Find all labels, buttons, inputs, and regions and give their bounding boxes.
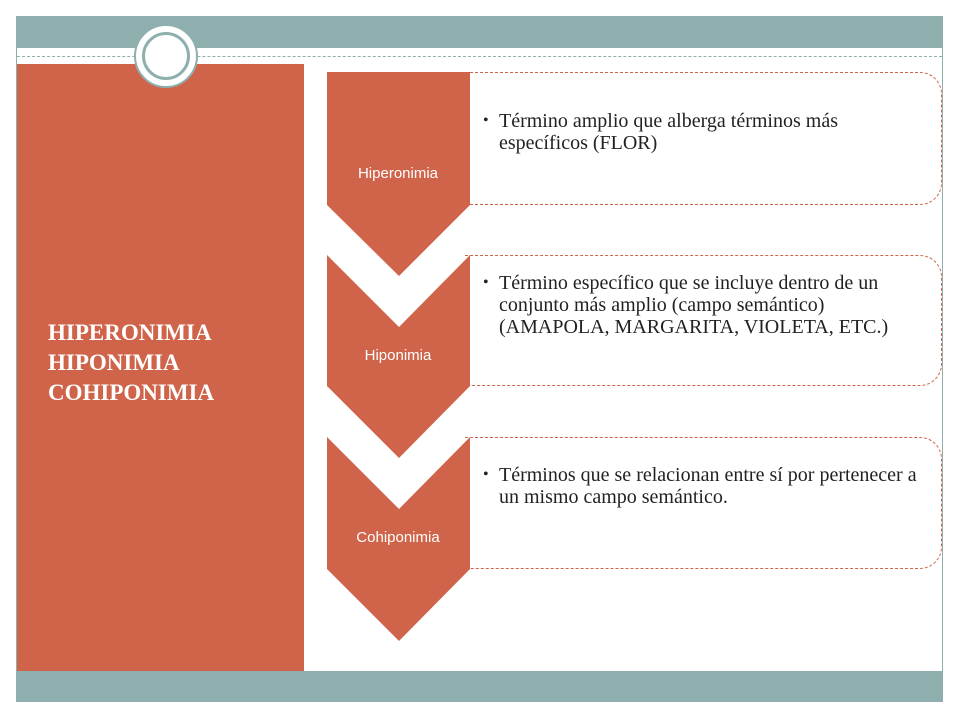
description-text: Término específico que se incluye dentro de un conjunto más amplio (campo semántico) (AMAPOLA, MARGARITA, VIOLETA, ETC.) [499, 272, 889, 338]
title-line-hiperonimia: HIPERONIMIA [48, 320, 212, 345]
title-line-cohiponimia: COHIPONIMIA [48, 380, 215, 405]
title-line-hiponimia: HIPONIMIA [48, 350, 180, 375]
bullet-icon: • [483, 466, 489, 483]
chevron-label-hiponimia: Hiponimia [364, 347, 432, 364]
bullet-icon: • [483, 112, 489, 129]
chevron-label-cohiponimia: Cohiponimia [356, 529, 440, 546]
description-text: Términos que se relacionan entre sí por pertenecer a un mismo campo semántico. [499, 464, 917, 508]
chevron-label-hiperonimia: Hiperonimia [357, 165, 439, 182]
bullet-icon: • [483, 274, 489, 291]
description-text: Término amplio que alberga términos más específicos (FLOR) [499, 110, 838, 154]
